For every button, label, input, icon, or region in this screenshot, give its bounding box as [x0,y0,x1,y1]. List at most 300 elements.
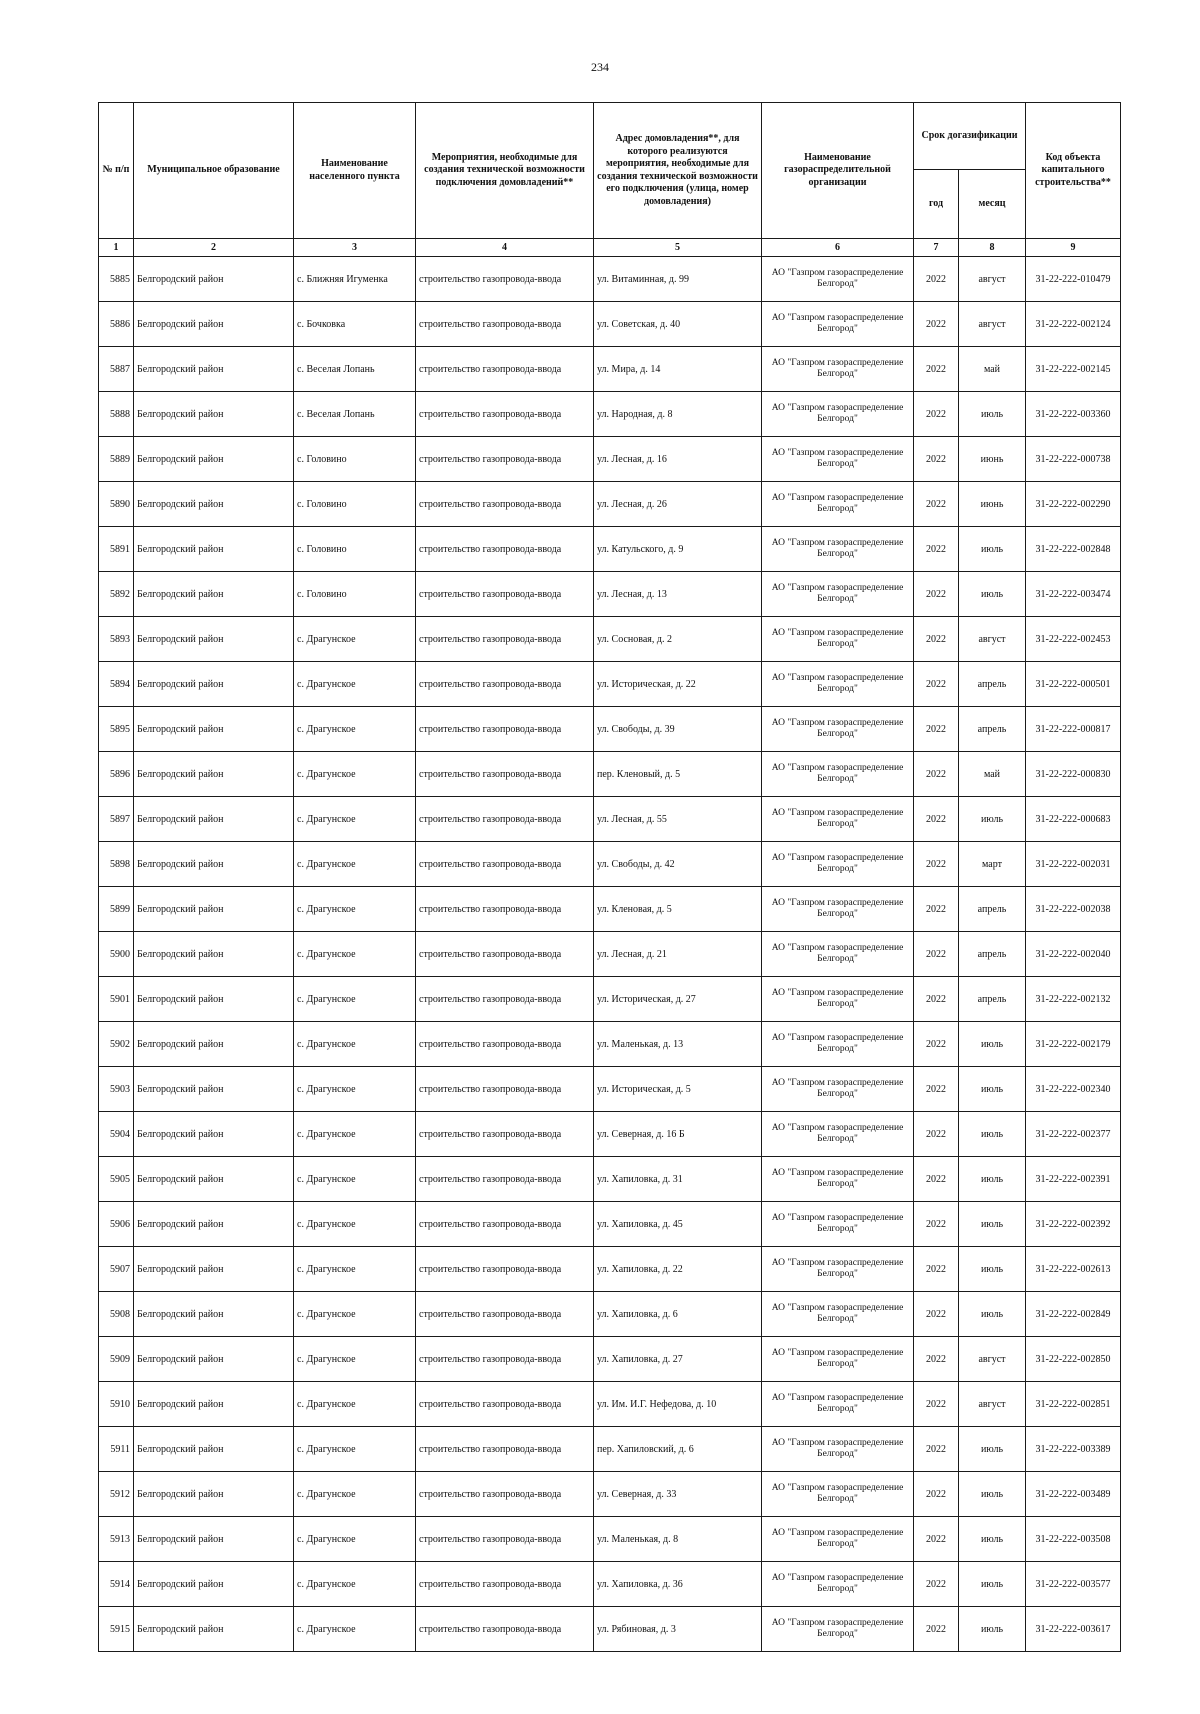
header-term: Срок догазификации [914,103,1026,170]
settlement-cell: с. Головино [294,572,416,617]
municipality-cell: Белгородский район [134,572,294,617]
settlement-cell: с. Драгунское [294,1607,416,1652]
table-row [99,797,1121,842]
settlement-cell: с. Драгунское [294,842,416,887]
measure-cell: строительство газопровода-ввода [416,1202,594,1247]
table-row [99,1292,1121,1337]
municipality-cell: Белгородский район [134,1067,294,1112]
settlement-cell: с. Драгунское [294,1337,416,1382]
row-number: 5895 [99,707,134,752]
address-cell: ул. Мира, д. 14 [594,347,762,392]
row-number: 5910 [99,1382,134,1427]
column-number: 3 [294,239,416,257]
measure-cell: строительство газопровода-ввода [416,257,594,302]
code-cell: 31-22-222-010479 [1026,257,1121,302]
code-cell: 31-22-222-002392 [1026,1202,1121,1247]
code-cell: 31-22-222-003489 [1026,1472,1121,1517]
header-year: год [914,170,959,239]
settlement-cell: с. Драгунское [294,1427,416,1472]
year-cell: 2022 [914,842,959,887]
row-number: 5887 [99,347,134,392]
measure-cell: строительство газопровода-ввода [416,1067,594,1112]
month-cell: июль [959,1247,1026,1292]
month-cell: июнь [959,437,1026,482]
measure-cell: строительство газопровода-ввода [416,662,594,707]
municipality-cell: Белгородский район [134,1607,294,1652]
year-cell: 2022 [914,1292,959,1337]
table-row [99,1472,1121,1517]
settlement-cell: с. Веселая Лопань [294,347,416,392]
month-cell: апрель [959,977,1026,1022]
measure-cell: строительство газопровода-ввода [416,1292,594,1337]
row-number: 5900 [99,932,134,977]
municipality-cell: Белгородский район [134,1022,294,1067]
address-cell: ул. Историческая, д. 22 [594,662,762,707]
address-cell: пер. Кленовый, д. 5 [594,752,762,797]
municipality-cell: Белгородский район [134,1157,294,1202]
table-row [99,1202,1121,1247]
column-number: 1 [99,239,134,257]
org-cell: АО "Газпром газораспределение Белгород" [762,572,914,617]
address-cell: пер. Хапиловский, д. 6 [594,1427,762,1472]
table-body [99,257,1121,1652]
municipality-cell: Белгородский район [134,1562,294,1607]
code-cell: 31-22-222-002849 [1026,1292,1121,1337]
row-number: 5894 [99,662,134,707]
code-cell: 31-22-222-002290 [1026,482,1121,527]
measure-cell: строительство газопровода-ввода [416,617,594,662]
month-cell: март [959,842,1026,887]
municipality-cell: Белгородский район [134,302,294,347]
org-cell: АО "Газпром газораспределение Белгород" [762,302,914,347]
row-number: 5896 [99,752,134,797]
settlement-cell: с. Драгунское [294,887,416,932]
address-cell: ул. Хапиловка, д. 36 [594,1562,762,1607]
measure-cell: строительство газопровода-ввода [416,1022,594,1067]
org-cell: АО "Газпром газораспределение Белгород" [762,1202,914,1247]
org-cell: АО "Газпром газораспределение Белгород" [762,977,914,1022]
column-number: 8 [959,239,1026,257]
measure-cell: строительство газопровода-ввода [416,1112,594,1157]
month-cell: июнь [959,482,1026,527]
month-cell: июль [959,1112,1026,1157]
year-cell: 2022 [914,257,959,302]
settlement-cell: с. Драгунское [294,932,416,977]
municipality-cell: Белгородский район [134,797,294,842]
address-cell: ул. Хапиловка, д. 45 [594,1202,762,1247]
year-cell: 2022 [914,347,959,392]
month-cell: август [959,1382,1026,1427]
municipality-cell: Белгородский район [134,1517,294,1562]
address-cell: ул. Катульского, д. 9 [594,527,762,572]
month-cell: июль [959,1157,1026,1202]
header-measures: Мероприятия, необходимые для создания технической возможности подключения домовладений** [416,103,594,239]
address-cell: ул. Маленькая, д. 13 [594,1022,762,1067]
table-row [99,527,1121,572]
code-cell: 31-22-222-002391 [1026,1157,1121,1202]
table-row [99,572,1121,617]
address-cell: ул. Лесная, д. 13 [594,572,762,617]
table-row [99,977,1121,1022]
table-header [99,103,1121,257]
settlement-cell: с. Драгунское [294,797,416,842]
settlement-cell: с. Драгунское [294,1562,416,1607]
code-cell: 31-22-222-002145 [1026,347,1121,392]
settlement-cell: с. Драгунское [294,1067,416,1112]
measure-cell: строительство газопровода-ввода [416,887,594,932]
year-cell: 2022 [914,1247,959,1292]
municipality-cell: Белгородский район [134,1337,294,1382]
row-number: 5897 [99,797,134,842]
settlement-cell: с. Драгунское [294,662,416,707]
measure-cell: строительство газопровода-ввода [416,977,594,1022]
month-cell: июль [959,1607,1026,1652]
code-cell: 31-22-222-003360 [1026,392,1121,437]
measure-cell: строительство газопровода-ввода [416,842,594,887]
measure-cell: строительство газопровода-ввода [416,437,594,482]
org-cell: АО "Газпром газораспределение Белгород" [762,707,914,752]
code-cell: 31-22-222-002132 [1026,977,1121,1022]
table-row [99,932,1121,977]
table-row [99,842,1121,887]
municipality-cell: Белгородский район [134,617,294,662]
row-number: 5885 [99,257,134,302]
header-month: месяц [959,170,1026,239]
column-number: 4 [416,239,594,257]
settlement-cell: с. Головино [294,482,416,527]
code-cell: 31-22-222-000830 [1026,752,1121,797]
address-cell: ул. Северная, д. 33 [594,1472,762,1517]
table-row [99,1067,1121,1112]
address-cell: ул. Народная, д. 8 [594,392,762,437]
municipality-cell: Белгородский район [134,1112,294,1157]
year-cell: 2022 [914,1562,959,1607]
measure-cell: строительство газопровода-ввода [416,1337,594,1382]
measure-cell: строительство газопровода-ввода [416,1472,594,1517]
row-number: 5893 [99,617,134,662]
org-cell: АО "Газпром газораспределение Белгород" [762,1427,914,1472]
municipality-cell: Белгородский район [134,1292,294,1337]
row-number: 5902 [99,1022,134,1067]
year-cell: 2022 [914,662,959,707]
address-cell: ул. Свободы, д. 39 [594,707,762,752]
code-cell: 31-22-222-003474 [1026,572,1121,617]
settlement-cell: с. Драгунское [294,1382,416,1427]
code-cell: 31-22-222-002040 [1026,932,1121,977]
settlement-cell: с. Драгунское [294,1112,416,1157]
month-cell: апрель [959,932,1026,977]
code-cell: 31-22-222-000501 [1026,662,1121,707]
month-cell: август [959,257,1026,302]
measure-cell: строительство газопровода-ввода [416,1382,594,1427]
municipality-cell: Белгородский район [134,752,294,797]
measure-cell: строительство газопровода-ввода [416,1607,594,1652]
header-municipality: Муниципальное образование [134,103,294,239]
year-cell: 2022 [914,482,959,527]
row-number: 5911 [99,1427,134,1472]
month-cell: июль [959,1067,1026,1112]
code-cell: 31-22-222-002124 [1026,302,1121,347]
month-cell: июль [959,1202,1026,1247]
year-cell: 2022 [914,1022,959,1067]
org-cell: АО "Газпром газораспределение Белгород" [762,392,914,437]
measure-cell: строительство газопровода-ввода [416,932,594,977]
header-row [99,103,1121,170]
org-cell: АО "Газпром газораспределение Белгород" [762,347,914,392]
month-cell: май [959,347,1026,392]
table-row [99,1247,1121,1292]
municipality-cell: Белгородский район [134,437,294,482]
address-cell: ул. Историческая, д. 5 [594,1067,762,1112]
measure-cell: строительство газопровода-ввода [416,392,594,437]
address-cell: ул. Витаминная, д. 99 [594,257,762,302]
table-row [99,1112,1121,1157]
address-cell: ул. Советская, д. 40 [594,302,762,347]
municipality-cell: Белгородский район [134,662,294,707]
address-cell: ул. Хапиловка, д. 22 [594,1247,762,1292]
org-cell: АО "Газпром газораспределение Белгород" [762,1022,914,1067]
row-number: 5903 [99,1067,134,1112]
measure-cell: строительство газопровода-ввода [416,1157,594,1202]
address-cell: ул. Историческая, д. 27 [594,977,762,1022]
settlement-cell: с. Драгунское [294,1292,416,1337]
column-number: 5 [594,239,762,257]
code-cell: 31-22-222-002850 [1026,1337,1121,1382]
row-number: 5912 [99,1472,134,1517]
table-row [99,302,1121,347]
month-cell: июль [959,1517,1026,1562]
year-cell: 2022 [914,797,959,842]
measure-cell: строительство газопровода-ввода [416,1427,594,1472]
row-number: 5915 [99,1607,134,1652]
address-cell: ул. Хапиловка, д. 27 [594,1337,762,1382]
year-cell: 2022 [914,1202,959,1247]
year-cell: 2022 [914,1427,959,1472]
measure-cell: строительство газопровода-ввода [416,527,594,572]
settlement-cell: с. Драгунское [294,617,416,662]
org-cell: АО "Газпром газораспределение Белгород" [762,1292,914,1337]
org-cell: АО "Газпром газораспределение Белгород" [762,1247,914,1292]
address-cell: ул. Им. И.Г. Нефедова, д. 10 [594,1382,762,1427]
row-number: 5888 [99,392,134,437]
row-number: 5886 [99,302,134,347]
measure-cell: строительство газопровода-ввода [416,302,594,347]
year-cell: 2022 [914,1067,959,1112]
row-number: 5889 [99,437,134,482]
municipality-cell: Белгородский район [134,1202,294,1247]
settlement-cell: с. Драгунское [294,1247,416,1292]
table-row [99,1517,1121,1562]
row-number: 5891 [99,527,134,572]
year-cell: 2022 [914,887,959,932]
address-cell: ул. Сосновая, д. 2 [594,617,762,662]
municipality-cell: Белгородский район [134,932,294,977]
month-cell: август [959,302,1026,347]
measure-cell: строительство газопровода-ввода [416,752,594,797]
org-cell: АО "Газпром газораспределение Белгород" [762,617,914,662]
row-number: 5905 [99,1157,134,1202]
year-cell: 2022 [914,1517,959,1562]
year-cell: 2022 [914,617,959,662]
header-settlement: Наименование населенного пункта [294,103,416,239]
org-cell: АО "Газпром газораспределение Белгород" [762,1517,914,1562]
org-cell: АО "Газпром газораспределение Белгород" [762,1067,914,1112]
column-number: 6 [762,239,914,257]
month-cell: апрель [959,662,1026,707]
row-number: 5890 [99,482,134,527]
code-cell: 31-22-222-002377 [1026,1112,1121,1157]
column-numbers-row [99,239,1121,257]
municipality-cell: Белгородский район [134,887,294,932]
municipality-cell: Белгородский район [134,347,294,392]
org-cell: АО "Газпром газораспределение Белгород" [762,437,914,482]
municipality-cell: Белгородский район [134,977,294,1022]
month-cell: июль [959,572,1026,617]
settlement-cell: с. Драгунское [294,1022,416,1067]
code-cell: 31-22-222-002038 [1026,887,1121,932]
measure-cell: строительство газопровода-ввода [416,347,594,392]
address-cell: ул. Хапиловка, д. 6 [594,1292,762,1337]
year-cell: 2022 [914,932,959,977]
settlement-cell: с. Ближняя Игуменка [294,257,416,302]
settlement-cell: с. Драгунское [294,1517,416,1562]
org-cell: АО "Газпром газораспределение Белгород" [762,482,914,527]
code-cell: 31-22-222-003508 [1026,1517,1121,1562]
municipality-cell: Белгородский район [134,707,294,752]
address-cell: ул. Кленовая, д. 5 [594,887,762,932]
table-row [99,392,1121,437]
code-cell: 31-22-222-002340 [1026,1067,1121,1112]
measure-cell: строительство газопровода-ввода [416,797,594,842]
municipality-cell: Белгородский район [134,1427,294,1472]
settlement-cell: с. Головино [294,437,416,482]
municipality-cell: Белгородский район [134,1472,294,1517]
org-cell: АО "Газпром газораспределение Белгород" [762,932,914,977]
table-row [99,1022,1121,1067]
org-cell: АО "Газпром газораспределение Белгород" [762,1157,914,1202]
month-cell: июль [959,392,1026,437]
year-cell: 2022 [914,1382,959,1427]
org-cell: АО "Газпром газораспределение Белгород" [762,797,914,842]
settlement-cell: с. Веселая Лопань [294,392,416,437]
municipality-cell: Белгородский район [134,257,294,302]
row-number: 5904 [99,1112,134,1157]
org-cell: АО "Газпром газораспределение Белгород" [762,842,914,887]
row-number: 5908 [99,1292,134,1337]
month-cell: июль [959,797,1026,842]
row-number: 5899 [99,887,134,932]
month-cell: апрель [959,887,1026,932]
month-cell: май [959,752,1026,797]
measure-cell: строительство газопровода-ввода [416,1247,594,1292]
header-num: № п/п [99,103,134,239]
table-row [99,347,1121,392]
row-number: 5913 [99,1517,134,1562]
settlement-cell: с. Драгунское [294,707,416,752]
table-row [99,1382,1121,1427]
row-number: 5914 [99,1562,134,1607]
org-cell: АО "Газпром газораспределение Белгород" [762,257,914,302]
month-cell: июль [959,527,1026,572]
year-cell: 2022 [914,752,959,797]
address-cell: ул. Лесная, д. 16 [594,437,762,482]
org-cell: АО "Газпром газораспределение Белгород" [762,1112,914,1157]
year-cell: 2022 [914,392,959,437]
table-row [99,1607,1121,1652]
code-cell: 31-22-222-002179 [1026,1022,1121,1067]
table-row [99,1157,1121,1202]
table-row [99,1562,1121,1607]
row-number: 5907 [99,1247,134,1292]
settlement-cell: с. Драгунское [294,1157,416,1202]
measure-cell: строительство газопровода-ввода [416,1517,594,1562]
column-number: 7 [914,239,959,257]
address-cell: ул. Маленькая, д. 8 [594,1517,762,1562]
code-cell: 31-22-222-000738 [1026,437,1121,482]
code-cell: 31-22-222-003577 [1026,1562,1121,1607]
page-number: 234 [591,60,609,74]
table-row [99,707,1121,752]
measure-cell: строительство газопровода-ввода [416,572,594,617]
year-cell: 2022 [914,572,959,617]
org-cell: АО "Газпром газораспределение Белгород" [762,752,914,797]
gasification-table [98,102,1121,1652]
settlement-cell: с. Бочковка [294,302,416,347]
code-cell: 31-22-222-002848 [1026,527,1121,572]
row-number: 5909 [99,1337,134,1382]
year-cell: 2022 [914,977,959,1022]
year-cell: 2022 [914,1472,959,1517]
settlement-cell: с. Головино [294,527,416,572]
row-number: 5892 [99,572,134,617]
code-cell: 31-22-222-003389 [1026,1427,1121,1472]
org-cell: АО "Газпром газораспределение Белгород" [762,1472,914,1517]
address-cell: ул. Лесная, д. 26 [594,482,762,527]
code-cell: 31-22-222-000817 [1026,707,1121,752]
code-cell: 31-22-222-003617 [1026,1607,1121,1652]
table-row [99,662,1121,707]
municipality-cell: Белгородский район [134,482,294,527]
org-cell: АО "Газпром газораспределение Белгород" [762,1607,914,1652]
month-cell: июль [959,1292,1026,1337]
row-number: 5898 [99,842,134,887]
org-cell: АО "Газпром газораспределение Белгород" [762,1382,914,1427]
code-cell: 31-22-222-000683 [1026,797,1121,842]
address-cell: ул. Рябиновая, д. 3 [594,1607,762,1652]
table-row [99,1337,1121,1382]
org-cell: АО "Газпром газораспределение Белгород" [762,1337,914,1382]
table-row [99,1427,1121,1472]
municipality-cell: Белгородский район [134,392,294,437]
month-cell: август [959,617,1026,662]
header-org: Наименование газораспределительной организации [762,103,914,239]
year-cell: 2022 [914,1337,959,1382]
org-cell: АО "Газпром газораспределение Белгород" [762,662,914,707]
header-code: Код объекта капитального строительства** [1026,103,1121,239]
code-cell: 31-22-222-002453 [1026,617,1121,662]
address-cell: ул. Лесная, д. 55 [594,797,762,842]
municipality-cell: Белгородский район [134,1382,294,1427]
municipality-cell: Белгородский район [134,842,294,887]
row-number: 5901 [99,977,134,1022]
measure-cell: строительство газопровода-ввода [416,482,594,527]
header-address: Адрес домовладения**, для которого реализуются мероприятия, необходимые для создания технической возможности его подключения (улица, номер домовладения) [594,103,762,239]
settlement-cell: с. Драгунское [294,977,416,1022]
table-row [99,887,1121,932]
address-cell: ул. Северная, д. 16 Б [594,1112,762,1157]
column-number: 2 [134,239,294,257]
year-cell: 2022 [914,302,959,347]
